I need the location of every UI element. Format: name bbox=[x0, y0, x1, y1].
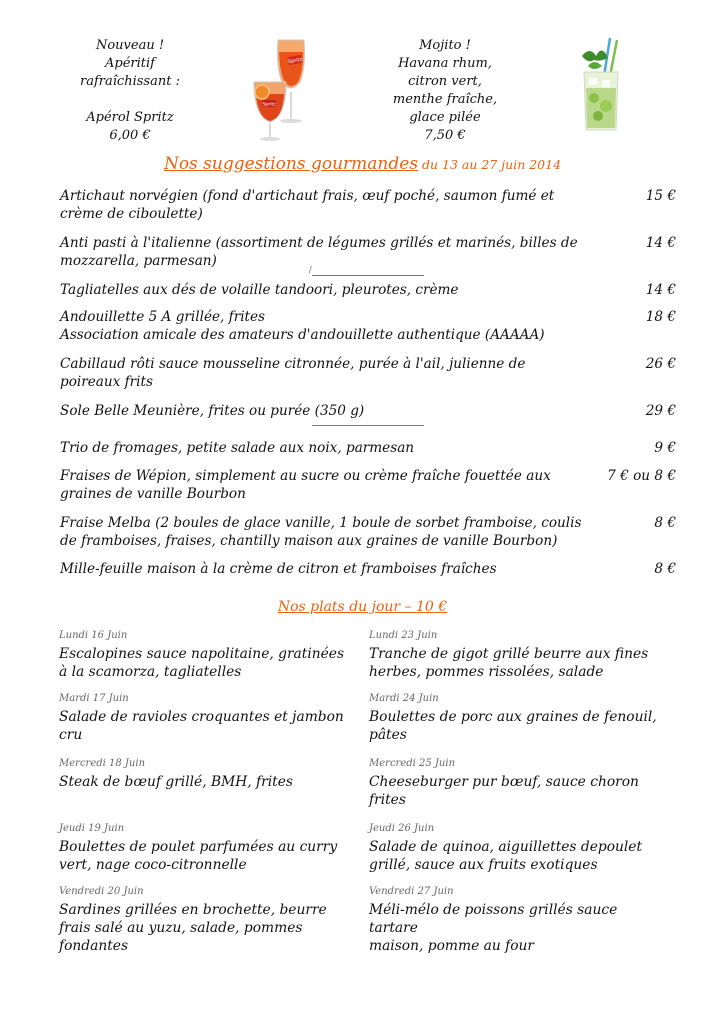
day-label: Lundi 23 Juin bbox=[369, 630, 438, 641]
item-price: 7 € ou 8 € bbox=[607, 468, 676, 484]
item-line: poireaux frits bbox=[60, 374, 153, 390]
dish-line: à la scamorza, tagliatelles bbox=[59, 664, 242, 680]
dish-line: frais salé au yuzu, salade, pommes bbox=[59, 920, 303, 936]
day-entry bbox=[59, 822, 359, 874]
day-label: Mardi 24 Juin bbox=[369, 693, 439, 704]
suggestion-item bbox=[60, 560, 676, 578]
ap-line: rafraîchissant : bbox=[80, 74, 180, 89]
ap-line: Mojito ! bbox=[419, 38, 471, 53]
aperitif-mojito-text bbox=[380, 37, 510, 145]
day-entry bbox=[369, 885, 669, 955]
suggestions-title: Nos suggestions gourmandes bbox=[163, 154, 419, 174]
dish-line: Salade de ravioles croquantes et jambon bbox=[59, 709, 344, 725]
suggestion-item bbox=[60, 308, 676, 344]
day-label: Mardi 17 Juin bbox=[59, 693, 129, 704]
dish-line: Steak de bœuf grillé, BMH, frites bbox=[59, 774, 293, 790]
day-label: Mercredi 25 Juin bbox=[369, 758, 456, 769]
suggestion-item bbox=[60, 402, 676, 420]
day-entry bbox=[59, 885, 359, 955]
dish-line: cru bbox=[59, 727, 83, 743]
svg-text:Spritz: Spritz bbox=[262, 102, 276, 108]
dish-line: herbes, pommes rissolées, salade bbox=[369, 664, 604, 680]
item-price: 14 € bbox=[645, 235, 676, 251]
dish-line: frites bbox=[369, 792, 406, 808]
mojito-glass-icon bbox=[572, 36, 630, 134]
ap-line: Apéritif bbox=[105, 56, 155, 71]
item-price: 14 € bbox=[645, 282, 676, 298]
separator-line bbox=[312, 275, 424, 276]
dish-line: pâtes bbox=[369, 727, 407, 743]
day-entry bbox=[369, 629, 669, 681]
day-label: Vendredi 27 Juin bbox=[369, 886, 454, 897]
separator-mark: / bbox=[309, 265, 312, 274]
day-label: Mercredi 18 Juin bbox=[59, 758, 146, 769]
item-line: Tagliatelles aux dés de volaille tandoori, pleurotes, crème bbox=[60, 282, 459, 298]
plats-du-jour-heading: Nos plats du jour – 10 € bbox=[277, 599, 448, 615]
suggestion-item bbox=[60, 439, 676, 457]
ap-line: glace pilée bbox=[409, 110, 481, 125]
item-line: mozzarella, parmesan) bbox=[60, 253, 217, 269]
ap-line: 6,00 € bbox=[109, 128, 151, 143]
item-line: Anti pasti à l'italienne (assortiment de légumes grillés et marinés, billes de bbox=[60, 235, 578, 251]
suggestion-item bbox=[60, 234, 676, 270]
item-line: Sole Belle Meunière, frites ou purée (350 g) bbox=[60, 403, 365, 419]
ap-line: menthe fraîche, bbox=[392, 92, 498, 107]
day-entry bbox=[369, 822, 669, 874]
day-entry bbox=[369, 757, 669, 809]
item-line: Trio de fromages, petite salade aux noix, parmesan bbox=[60, 440, 415, 456]
day-label: Vendredi 20 Juin bbox=[59, 886, 144, 897]
day-entry bbox=[369, 692, 669, 744]
item-line: Cabillaud rôti sauce mousseline citronnée, purée à l'ail, julienne de bbox=[60, 356, 526, 372]
day-entry bbox=[59, 629, 359, 681]
item-line: graines de vanille Bourbon bbox=[60, 486, 246, 502]
item-line: Fraises de Wépion, simplement au sucre ou crème fraîche fouettée aux bbox=[60, 468, 551, 484]
dish-line: Salade de quinoa, aiguillettes depoulet bbox=[369, 839, 643, 855]
item-line: Fraise Melba (2 boules de glace vanille, 1 boule de sorbet framboise, coulis bbox=[60, 515, 582, 531]
spritz-glass-icon bbox=[248, 38, 318, 143]
dish-line: grillé, sauce aux fruits exotiques bbox=[369, 857, 598, 873]
day-entry bbox=[59, 692, 359, 744]
item-price: 26 € bbox=[645, 356, 676, 372]
dish-line: Cheeseburger pur bœuf, sauce choron bbox=[369, 774, 639, 790]
day-label: Lundi 16 Juin bbox=[59, 630, 128, 641]
svg-text:Spritz: Spritz bbox=[287, 56, 303, 66]
day-label: Jeudi 19 Juin bbox=[59, 823, 125, 834]
dish-line: vert, nage coco-citronnelle bbox=[59, 857, 247, 873]
suggestion-item bbox=[60, 187, 676, 223]
suggestion-item bbox=[60, 514, 676, 550]
suggestion-item bbox=[60, 467, 676, 503]
day-label: Jeudi 26 Juin bbox=[369, 823, 435, 834]
dish-line: Tranche de gigot grillé beurre aux fines bbox=[369, 646, 649, 662]
dish-line: Escalopines sauce napolitaine, gratinées bbox=[59, 646, 345, 662]
dish-line: Sardines grillées en brochette, beurre bbox=[59, 902, 327, 918]
item-line: Association amicale des amateurs d'andouillette authentique (AAAAA) bbox=[60, 327, 545, 343]
suggestion-item bbox=[60, 281, 676, 299]
day-entry bbox=[59, 757, 359, 791]
suggestion-item bbox=[60, 355, 676, 391]
item-price: 8 € bbox=[654, 561, 676, 577]
item-price: 15 € bbox=[645, 188, 676, 204]
separator-line bbox=[312, 425, 424, 426]
ap-line bbox=[70, 91, 190, 109]
dish-line: Boulettes de poulet parfumées au curry bbox=[59, 839, 338, 855]
ap-line: Nouveau ! bbox=[95, 38, 165, 53]
item-price: 9 € bbox=[654, 440, 676, 456]
item-line: Andouillette 5 A grillée, frites bbox=[60, 309, 266, 325]
dish-line: Boulettes de porc aux graines de fenouil, bbox=[369, 709, 657, 725]
dish-line: Méli-mélo de poissons grillés sauce tartare bbox=[369, 902, 618, 936]
item-line: crème de ciboulette) bbox=[60, 206, 203, 222]
suggestions-heading bbox=[0, 154, 725, 174]
item-line: de framboises, fraises, chantilly maison aux graines de vanille Bourbon) bbox=[60, 533, 558, 549]
ap-line: 7,50 € bbox=[424, 128, 466, 143]
ap-line: Apérol Spritz bbox=[86, 110, 174, 125]
item-line: Artichaut norvégien (fond d'artichaut frais, œuf poché, saumon fumé et bbox=[60, 188, 555, 204]
item-line: Mille-feuille maison à la crème de citron et framboises fraîches bbox=[60, 561, 497, 577]
ap-line: citron vert, bbox=[408, 74, 482, 89]
item-price: 18 € bbox=[645, 309, 676, 325]
item-price: 29 € bbox=[645, 403, 676, 419]
dish-line: maison, pomme au four bbox=[369, 938, 535, 954]
ap-line: Havana rhum, bbox=[398, 56, 492, 71]
aperitif-spritz-text bbox=[70, 37, 190, 145]
item-price: 8 € bbox=[654, 515, 676, 531]
dish-line: fondantes bbox=[59, 938, 129, 954]
suggestions-dates: du 13 au 27 juin 2014 bbox=[418, 157, 562, 172]
